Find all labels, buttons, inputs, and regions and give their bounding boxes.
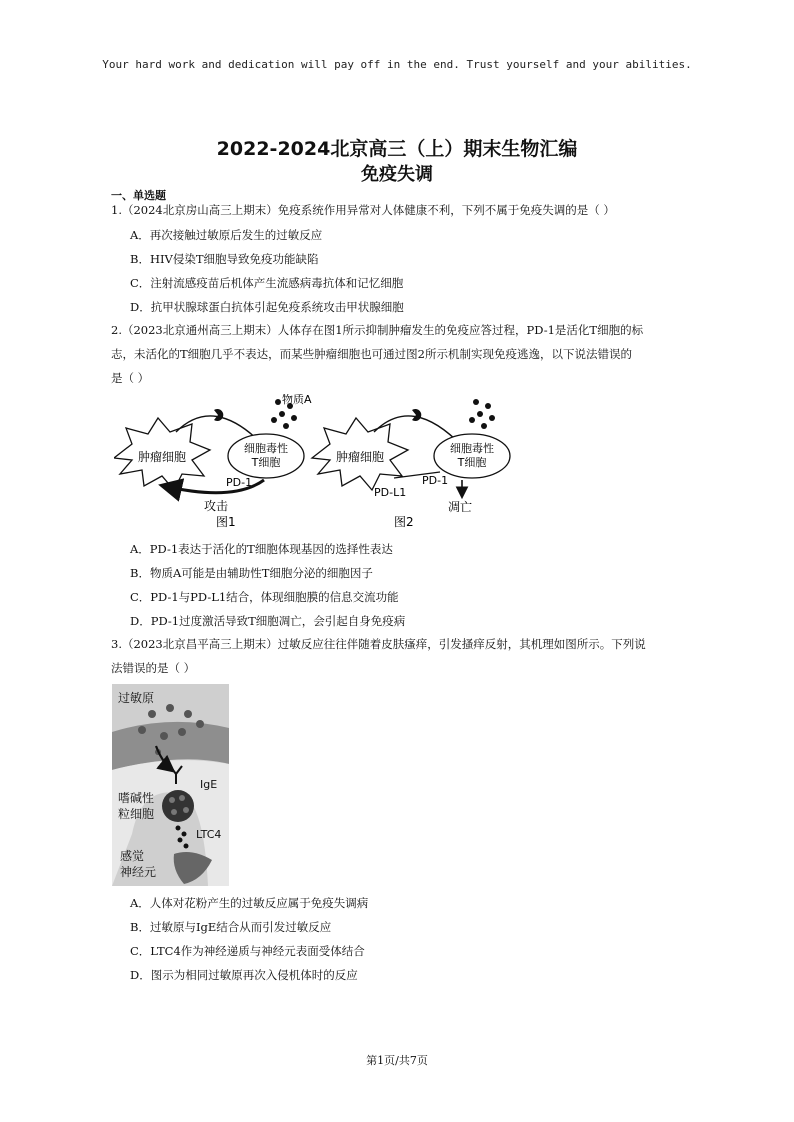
page-title: 2022-2024北京高三（上）期末生物汇编 [216,138,578,160]
fig2-pd1-label: PD-1 [422,474,449,487]
fig2-tcell-line1: 细胞毒性 [450,442,494,455]
figure-2 [312,399,510,529]
fig3-basophil-line2: 粒细胞 [118,807,155,821]
fig2-tumor-label: 肿瘤细胞 [335,450,385,464]
fig3-ige-label: IgE [200,778,218,791]
question-1-option-c: C．注射流感疫苗后机体产生流感病毒抗体和记忆细胞 [130,276,404,290]
fig3-basophil-cell [162,790,194,822]
question-3-option-c: C．LTC4作为神经递质与神经元表面受体结合 [130,944,365,958]
fig1-caption: 图1 [216,515,236,529]
question-2-option-d: D．PD-1过度激活导致T细胞凋亡，会引起自身免疫病 [130,614,406,628]
question-1-option-d: D．抗甲状腺球蛋白抗体引起免疫系统攻击甲状腺细胞 [130,300,404,314]
question-1-option-b: B．HIV侵染T细胞导致免疫功能缺陷 [130,252,319,266]
fig1-receptor-icon [214,409,223,421]
question-3-option-b: B．过敏原与IgE结合从而引发过敏反应 [130,920,332,934]
fig2-tcell-line2: T细胞 [457,456,487,469]
fig3-allergen-label: 过敏原 [118,691,155,705]
fig1-pd1-label: PD-1 [226,476,253,489]
question-2-option-c: C．PD-1与PD-L1结合，体现细胞膜的信息交流功能 [130,590,399,604]
fig1-tcell-line2: T细胞 [251,456,281,469]
question-1-option-a: A．再次接触过敏原后发生的过敏反应 [130,228,323,242]
question-3-stem-line-1: 3.（2023北京昌平高三上期末）过敏反应往往伴随着皮肤瘙痒，引发搔痒反射，其机理如图所示。下列说 [111,637,646,651]
question-1-stem: 1.（2024北京房山高三上期末）免疫系统作用异常对人体健康不利，下列不属于免疫失调的是（ ） [111,203,615,217]
fig1-tcell-line1: 细胞毒性 [244,442,288,455]
section-heading: 一、单选题 [111,189,166,202]
fig3-basophil-line1: 嗜碱性 [118,791,155,805]
question-2-stem-line-1: 2.（2023北京通州高三上期末）人体存在图1所示抑制肿瘤发生的免疫应答过程，PD-1是活化T细胞的标 [111,323,644,337]
question-2-option-a: A．PD-1表达于活化的T细胞体现基因的选择性表达 [130,542,393,556]
question-2-option-b: B．物质A可能是由辅助性T细胞分泌的细胞因子 [130,566,373,580]
fig2-apoptosis-label: 凋亡 [448,500,473,514]
fig1-attack-label: 攻击 [204,499,229,513]
figure-1 [114,394,312,529]
page-footer: 第1页/共7页 [366,1054,428,1067]
question-3-option-d: D．图示为相同过敏原再次入侵机体时的反应 [130,968,358,982]
question-3-stem-line-2: 法错误的是（ ） [111,661,196,675]
fig3-neuron-line1: 感觉 [120,849,145,863]
fig1-substance-label: 物质A [282,394,312,406]
question-3-option-a: A．人体对花粉产生的过敏反应属于免疫失调病 [130,896,369,910]
fig1-tumor-label: 肿瘤细胞 [137,450,187,464]
fig3-neuron-line2: 神经元 [120,865,157,879]
question-2-stem-line-3: 是（ ） [111,371,150,385]
fig2-pdl1-label: PD-L1 [374,486,407,499]
header-motto: Your hard work and dedication will pay off in the end. Trust yourself and your abilities. [102,58,692,71]
question-2-stem-line-2: 志，未活化的T细胞几乎不表达，而某些肿瘤细胞也可通过图2所示机制实现免疫逃逸，以下说法错误的 [111,347,632,361]
figure-1-2-diagram [114,394,514,532]
fig3-ltc4-label: LTC4 [196,828,222,841]
fig2-receptor-icon [412,409,421,421]
fig2-caption: 图2 [394,515,414,529]
page-subtitle: 免疫失调 [361,164,433,185]
fig2-substance-dots [469,399,495,429]
figure-3-allergy-diagram [112,684,229,886]
